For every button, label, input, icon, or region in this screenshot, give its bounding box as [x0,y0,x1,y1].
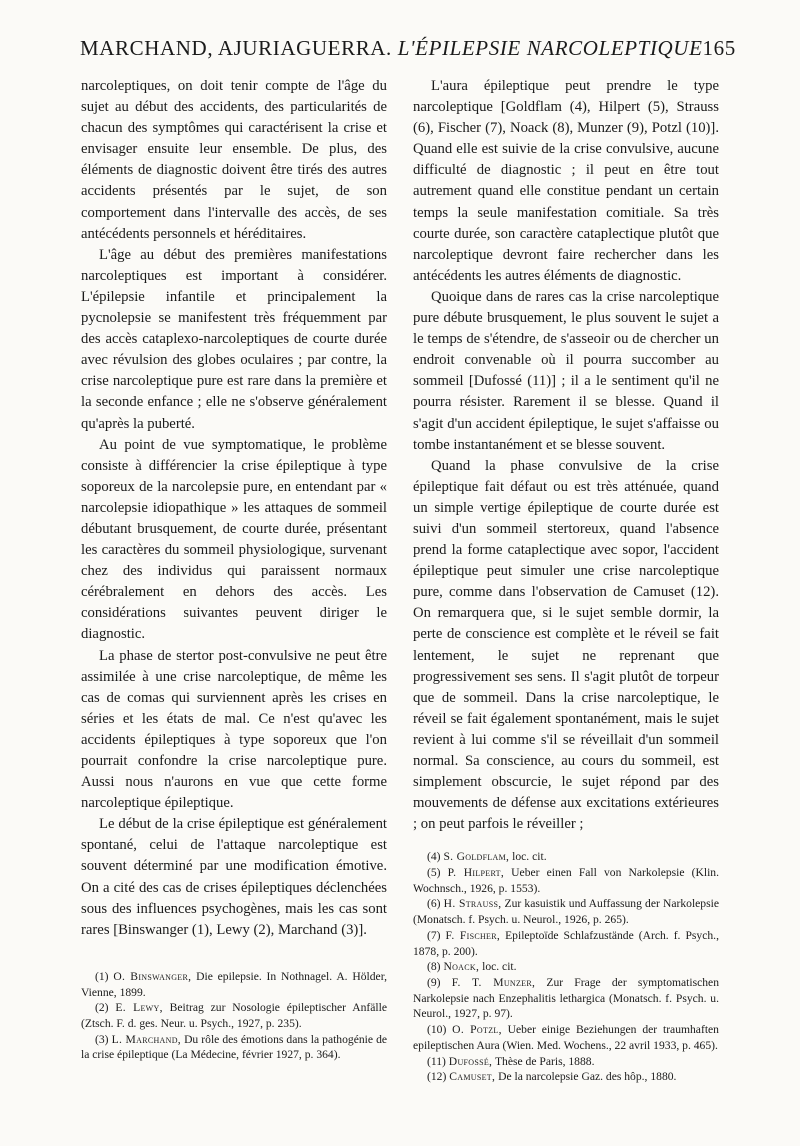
paragraph: Quand la phase convulsive de la crise épileptique fait défaut ou est très atténuée, quand un simple vertige épileptique de courte durée est suivi d'un sommeil stertoreux, quand l'absence prend la forme cataplectique avec sopor, l'accident épileptique peut simuler une crise narcoleptique pure, comme dans l'observation de Camuset (12). On remarquera que, si le sujet semble dormir, la perte de conscience est complète et le réveil se fait lentement, le sujet ne reprenant que progressivement ses sens. Il s'agit plutôt de torpeur que de sommeil. Dans la crise narcoleptique, le réveil se fait également spontanément, mais le sujet revient à lui comme s'il se réveillait d'un sommeil normal. Sa conscience, au cours du sommeil, est simplement obscurcie, le sujet répond par des mouvements de défense aux excitations extérieures ; on peut parfois le réveiller ; [413,457,719,833]
footnote: (6) H. Strauss, Zur kasuistik und Auffassung der Narkolepsie (Monatsch. f. Psych. u. Neurol., 1926, p. 265). [413,897,719,927]
header-title: L'ÉPILEPSIE NARCOLEPTIQUE [397,36,703,60]
footnote: (3) L. Marchand, Du rôle des émotions dans la pathogénie de la crise épileptique (La Médecine, février 1927, p. 364). [81,1032,388,1062]
paragraph: narcoleptiques, on doit tenir compte de l'âge du sujet au début des accidents, des particularités de chacun des symptômes qui caractérisent la crise et envisager ensuite leur ensemble. De plus, des éléments de diagnostic doivent être tirés des autres accidents présentés par le sujet, de son comportement dans l'intervalle des accès, de ses antécédents personnels et héréditaires. [81,78,387,242]
footnote: (7) F. Fischer, Epileptoïde Schlafzustände (Arch. f. Psych., 1878, p. 200). [413,928,719,958]
footnotes [81,969,387,1063]
footnote: (5) P. Hilpert, Ueber einen Fall von Narkolepsie (Klin. Wochnsch., 1926, p. 1553). [413,866,719,895]
footnote: (8) Noack, loc. cit. [427,960,517,974]
paragraph: La phase de stertor post-convulsive ne peut être assimilée à une crise narcoleptique, de même les cas de comas qui surviennent après les crises en séries et les états de mal. Ce n'est qu'avec les accidents épileptiques à type soporeux que l'on pourrait confondre la crise narcoleptique pure. Aussi nous n'aurons en vue que cette forme narcoleptique épileptique. [81,647,387,812]
paragraph: Quoique dans de rares cas la crise narcoleptique pure débute brusquement, le plus souvent le sujet a le temps de s'étendre, de s'asseoir ou de chercher un endroit convenable où il pourra succomber au sommeil [Dufossé (11)] ; il a le sentiment qu'il ne pourra résister. Rarement il se blesse. Quand il s'agit d'un accident épileptique, le sujet s'affaisse ou tombe instantanément et se blesse souvent. [413,288,719,453]
page-header [80,36,736,61]
footnotes [413,849,719,1085]
paragraph: Le début de la crise épileptique est généralement spontané, celui de l'attaque narcoleptique est souvent déterminé par une modification émotive. On a cité des cas de crises épileptiques déclenchées sous des influences psychogènes, mais les cas sont rares [Binswanger (1), Lewy (2), Marchand (3)]. [81,816,387,938]
paragraph: L'aura épileptique peut prendre le type narcoleptique [Goldflam (4), Hilpert (5), Strauss (6), Fischer (7), Noack (8), Munzer (9), Potzl (10)]. Quand elle est suivie de la crise convulsive, aucune difficulté de diagnostic ; il peut en être tout autrement quand elle constitue pendant un certain temps la seule manifestation comitiale. Sa très courte durée, son caractère cataplectique plutôt que narcoleptique devront faire rechercher dans les antécédents les autres éléments de diagnostic. [413,78,719,284]
footnote: (1) O. Binswanger, Die epilepsie. In Nothnagel. A. Hölder, Vienne, 1899. [81,969,387,999]
right-column [413,76,719,1085]
header-authors: MARCHAND, AJURIAGUERRA. [80,36,392,60]
footnote: (9) F. T. Munzer, Zur Frage der symptomatischen Narkolepsie nach Enzephalitis lethargica (Monatsch. f. Psych. u. Neurol., 1927, p. 97). [413,976,719,1021]
paragraph: L'âge au début des premières manifestations narcoleptiques est important à considérer. L'épilepsie infantile et principalement la pycnolepsie se manifestent très fréquemment par des accès cataplexo-narcoleptiques de courte durée avec révulsion des globes oculaires ; par contre, la crise narcoleptique pure est rare dans la première et la seconde enfance ; elle ne s'observe généralement qu'après la puberté. [81,246,387,432]
running-head [80,36,703,61]
left-column [81,76,387,1063]
footnote: (2) E. Lewy, Beitrag zur Nosologie épileptischer Anfälle (Ztsch. F. d. ges. Neur. u. Psych., 1927, p. 235). [81,1001,387,1030]
footnote: (10) O. Potzl, Ueber einige Beziehungen der traumhaften epileptischen Aura (Wien. Med. Wochens., 22 avril 1933, p. 465). [413,1023,719,1052]
footnote: (12) Camuset, De la narcolepsie Gaz. des hôp., 1880. [427,1070,677,1084]
footnote: (11) Dufossé, Thèse de Paris, 1888. [427,1054,595,1068]
page-number: 165 [702,36,736,60]
paragraph: Au point de vue symptomatique, le problème consiste à différencier la crise épileptique à type soporeux de la narcolepsie pure, en entendant par « narcolepsie idiopathique » les attaques de sommeil débutant brusquement, de courte durée, présentant les caractères du sommeil physiologique, survenant chez des individus qui paraissent normaux cérébralement en dehors des accès. Les considérations suivantes peuvent diriger le diagnostic. [81,436,387,643]
footnote: (4) S. Goldflam, loc. cit. [427,850,547,864]
